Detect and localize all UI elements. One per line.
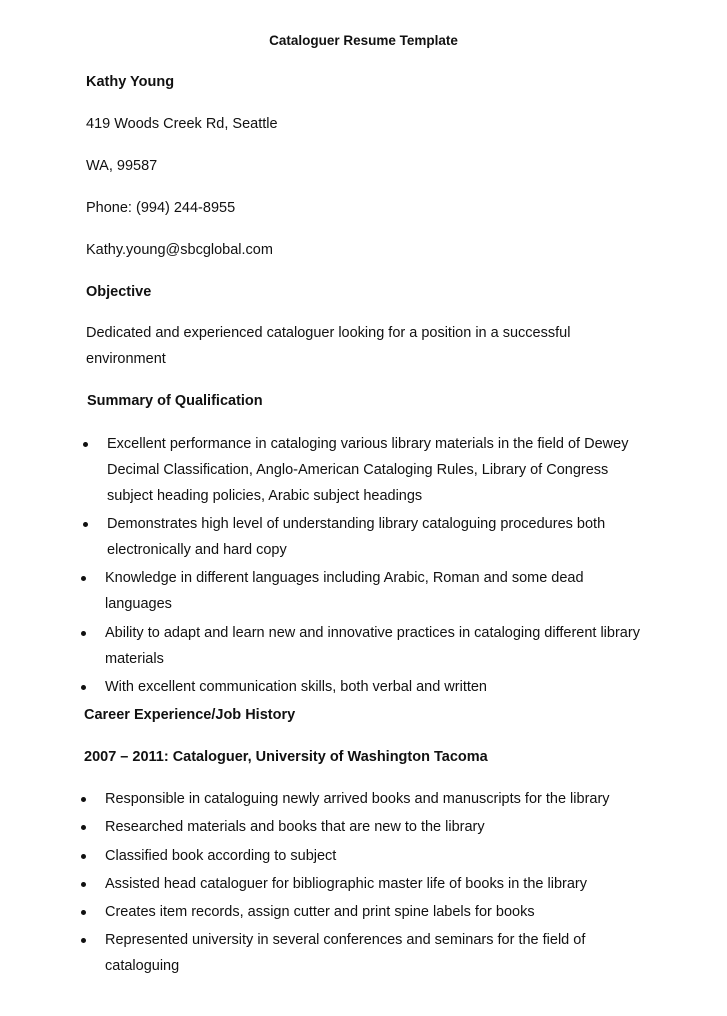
job-heading: 2007 – 2011: Cataloguer, University of Washington Tacoma — [84, 749, 488, 765]
address-line-1: 419 Woods Creek Rd, Seattle — [86, 116, 278, 132]
bullet-icon — [81, 854, 86, 859]
list-item-text: Classified book according to subject — [105, 848, 337, 864]
document-title: Cataloguer Resume Template — [269, 33, 458, 48]
list-item-text: Assisted head cataloguer for bibliographic master life of books in the library — [105, 876, 587, 892]
list-item-text: Ability to adapt and learn new and innovative practices in cataloging different library — [105, 625, 640, 641]
list-item-text: Responsible in cataloguing newly arrived books and manuscripts for the library — [105, 791, 610, 807]
objective-line: environment — [86, 351, 166, 367]
career-heading: Career Experience/Job History — [84, 707, 296, 723]
list-item-text: Decimal Classification, Anglo-American Cataloging Rules, Library of Congress — [107, 462, 609, 478]
bullet-icon — [81, 797, 86, 802]
bullet-icon — [81, 938, 86, 943]
address-line-2: WA, 99587 — [86, 158, 158, 174]
bullet-icon — [81, 685, 86, 690]
phone-number: Phone: (994) 244-8955 — [86, 200, 236, 216]
bullet-icon — [81, 882, 86, 887]
summary-heading: Summary of Qualification — [87, 393, 263, 409]
list-item-text: Demonstrates high level of understanding library cataloguing procedures both — [107, 516, 606, 532]
bullet-icon — [83, 522, 88, 527]
list-item-text: Creates item records, assign cutter and print spine labels for books — [105, 904, 535, 920]
list-item-text: Researched materials and books that are new to the library — [105, 819, 485, 835]
objective-heading: Objective — [86, 284, 152, 300]
bullet-icon — [83, 442, 88, 447]
bullet-icon — [81, 825, 86, 830]
objective-line: Dedicated and experienced cataloguer looking for a position in a successful — [86, 325, 571, 341]
bullet-icon — [81, 910, 86, 915]
bullet-icon — [81, 576, 86, 581]
list-item-text: subject heading policies, Arabic subject headings — [107, 488, 423, 504]
list-item-text: Knowledge in different languages including Arabic, Roman and some dead — [105, 570, 584, 586]
list-item-text: Excellent performance in cataloging various library materials in the field of Dewey — [107, 436, 629, 452]
list-item-text: materials — [105, 651, 164, 667]
list-item-text: electronically and hard copy — [107, 542, 287, 558]
list-item-text: languages — [105, 596, 172, 612]
list-item-text: cataloguing — [105, 958, 180, 974]
bullet-icon — [81, 631, 86, 636]
email-address: Kathy.young@sbcglobal.com — [86, 242, 273, 258]
list-item-text: Represented university in several conferences and seminars for the field of — [105, 932, 586, 948]
list-item-text: With excellent communication skills, both verbal and written — [105, 679, 487, 695]
applicant-name: Kathy Young — [86, 74, 175, 90]
